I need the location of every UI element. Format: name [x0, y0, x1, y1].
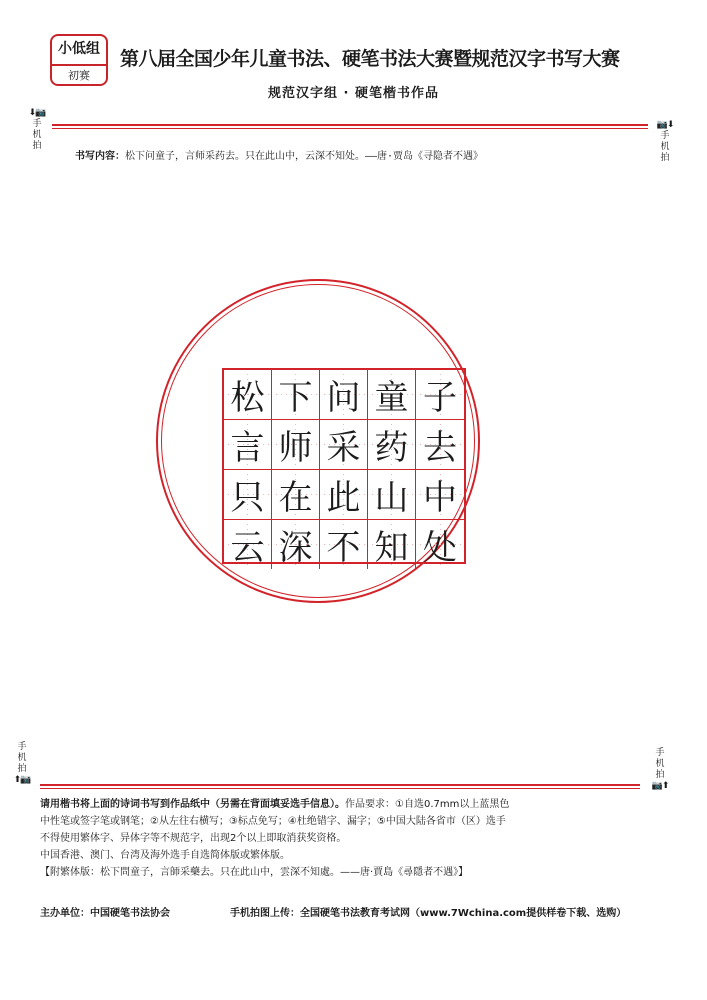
photo-hint-text: 手机拍: [32, 119, 42, 151]
page-subtitle: 规范汉字组 · 硬笔楷书作品: [268, 86, 439, 101]
grid-cell: 童: [368, 370, 416, 420]
grid-cell: 知: [368, 520, 416, 569]
grid-cell: 中: [416, 470, 464, 520]
group-label: 小低组: [52, 36, 106, 66]
bottom-red-rule: [40, 784, 640, 791]
grid-cell: 子: [416, 370, 464, 420]
requirements-line: 中国香港、澳门、台湾及海外选手自选简体版或繁体版。: [40, 850, 290, 861]
grid-cell: 言: [224, 420, 272, 470]
tianzige-grid: [222, 368, 466, 568]
grid-cell: 深: [272, 520, 320, 569]
grid-cell: 不: [320, 520, 368, 569]
grid-cell: 松: [224, 370, 272, 420]
photo-hint-text: 手机拍: [660, 131, 670, 163]
grid-cell: 下: [272, 370, 320, 420]
grid-cell: 只: [224, 470, 272, 520]
traditional-version: 【附繁体版：松下問童子，言師采藥去。只在此山中，雲深不知處。——唐·賈島《尋隱者不遇》】: [40, 867, 469, 878]
writing-content-label: 书写内容：: [75, 151, 125, 162]
upload-text: 手机拍图上传：全国硬笔书法教育考试网（www.7Wchina.com提供样卷下载、选购）: [230, 908, 627, 919]
upload-camera-icon: ⬆📷: [13, 775, 31, 785]
grid-cell: 云: [224, 520, 272, 569]
top-red-rule: [52, 124, 648, 131]
download-camera-icon: ⬇📷: [28, 108, 46, 118]
page-title: 第八届全国少年儿童书法、硬笔书法大赛暨规范汉字书写大赛: [120, 48, 620, 70]
bottom-right-photo-mark: [650, 748, 670, 792]
writing-content-text: 松下问童子，言师采药去。只在此山中，云深不知处。——唐·贾岛《寻隐者不遇》: [125, 151, 484, 162]
photo-hint-text: 手机拍: [655, 748, 665, 780]
bottom-left-photo-mark: [12, 742, 32, 786]
grid-cell: 师: [272, 420, 320, 470]
stage-label: 初赛: [68, 69, 90, 82]
grid-cell: 去: [416, 420, 464, 470]
group-badge: [50, 34, 108, 86]
writing-content: [75, 147, 483, 162]
organizer-text: 主办单位：中国硬笔书法协会: [40, 908, 170, 919]
grid-cell: 处: [416, 520, 464, 569]
requirements-line: 不得使用繁体字、异体字等不规范字，出现2个以上即取消获奖资格。: [40, 833, 347, 844]
camera-download-icon: 📷⬇: [656, 120, 674, 130]
grid-cell: 在: [272, 470, 320, 520]
grid-cell: 此: [320, 470, 368, 520]
camera-upload-icon: 📷⬆: [651, 781, 669, 791]
instructions-lead: 请用楷书将上面的诗词书写到作品纸中（另需在背面填妥选手信息）。: [40, 799, 345, 810]
requirements-start: 作品要求：①自选0.7mm以上蓝黑色: [345, 799, 510, 810]
requirements-line: 中性笔或签字笔或钢笔；②从左往右横写；③标点免写；④杜绝错字、漏字；⑤中国大陆各省市（区）选手: [40, 816, 506, 827]
top-left-photo-mark: [27, 108, 47, 152]
grid-cell: 药: [368, 420, 416, 470]
grid-cell: 问: [320, 370, 368, 420]
top-right-photo-mark: [655, 120, 675, 164]
instructions-block: [40, 796, 670, 881]
grid-cell: 采: [320, 420, 368, 470]
photo-hint-text: 手机拍: [17, 742, 27, 774]
grid-cell: 山: [368, 470, 416, 520]
